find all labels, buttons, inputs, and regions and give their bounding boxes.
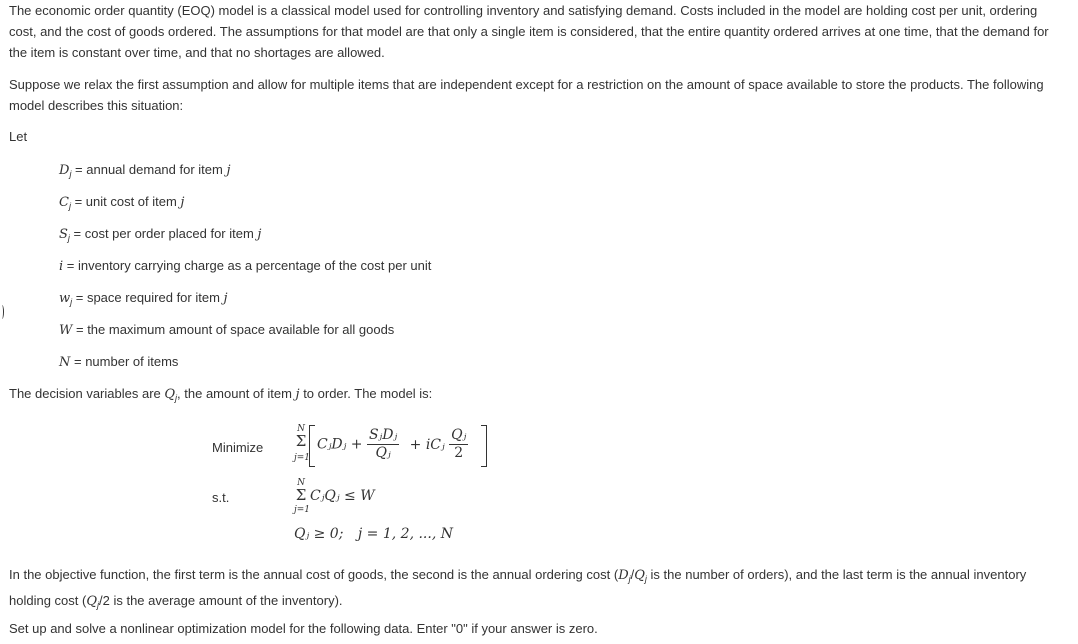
definition-subscript: j [68, 201, 71, 211]
fraction-numerator: Qⱼ [451, 427, 467, 443]
decision-variables-sentence [9, 383, 1059, 409]
q-symbol: Q [86, 594, 97, 609]
fraction-denominator: 2 [454, 445, 464, 461]
d-symbol: D [618, 568, 629, 583]
j-subscript: j [175, 393, 178, 403]
sum-lower-limit: j=1 [293, 453, 311, 463]
j-subscript: j [628, 574, 631, 584]
definition-item [59, 225, 261, 247]
nonnegativity-expression: Qⱼ ≥ 0; [294, 526, 344, 542]
holding-cost-fraction [449, 427, 468, 462]
right-bracket-icon [481, 425, 487, 467]
definition-text: = cost per order placed for item [69, 226, 258, 241]
intro-paragraph: The economic order quantity (EOQ) model is a classical model used for controlling inventory and satisfying demand. Costs included in the model are holding cost per unit, ordering cost, and the cost of goods ordered. The assumptions for that model are that only a single item is considered, that the entire quantity ordered arrives at one time, that the demand for the item is constant over time, and that no shortages are allowed. [9, 3, 1049, 60]
definition-symbol: D [59, 163, 70, 178]
slash: / [630, 567, 635, 582]
sum-upper-limit: N [297, 478, 305, 488]
definition-item [59, 161, 230, 183]
ordering-cost-fraction [367, 427, 399, 462]
definition-variable: j [226, 163, 231, 178]
definition-item [59, 257, 431, 276]
objective-term-holding: + iCⱼ [409, 436, 445, 453]
explain-part-3: /2 is the average amount of the inventory). [99, 593, 343, 608]
definition-item [59, 193, 184, 215]
explain-part-1: In the objective function, the first term is the annual cost of goods, the second is the annual ordering cost ( [9, 567, 619, 582]
decision-suffix: to order. The model is: [299, 386, 433, 401]
let-label: Let [9, 129, 28, 144]
subject-to-label: s.t. [212, 490, 230, 505]
left-edge-mark [0, 305, 4, 319]
decision-prefix: The decision variables are [9, 386, 165, 401]
definition-subscript: j [70, 297, 73, 307]
definition-text: = unit cost of item [70, 194, 181, 209]
definition-item [59, 321, 394, 340]
nonnegativity-constraint [294, 524, 453, 544]
definition-variable: j [223, 291, 228, 306]
decision-mid: , the amount of item [177, 386, 296, 401]
definition-text: = number of items [70, 354, 179, 369]
definition-text: = the maximum amount of space available for all goods [72, 322, 395, 337]
q-symbol: Q [164, 387, 176, 402]
definition-variable: j [257, 227, 262, 242]
j-variable: j [295, 387, 300, 402]
index-range: j = 1, 2, ..., N [357, 526, 453, 542]
minimize-label: Minimize [212, 440, 264, 455]
definition-text: = space required for item [72, 290, 224, 305]
relax-assumption-paragraph: Suppose we relax the first assumption and allow for multiple items that are independent except for a restriction on the amount of space available to store the products. The following model describes this situation: [9, 77, 1044, 113]
definition-item [59, 289, 228, 311]
j-subscript: j [644, 574, 647, 584]
definition-symbol: N [59, 355, 71, 370]
q-symbol: Q [634, 568, 645, 583]
definition-symbol: C [59, 195, 69, 210]
definition-symbol: w [59, 291, 71, 306]
sum-lower-limit: j=1 [293, 505, 311, 515]
fraction-denominator: Qⱼ [375, 445, 391, 461]
definition-variable: j [180, 195, 185, 210]
objective-term-goods: CⱼDⱼ + [317, 436, 363, 453]
definition-text: = inventory carrying charge as a percentage of the cost per unit [63, 258, 432, 273]
definition-symbol: S [59, 227, 68, 242]
definition-subscript: j [67, 233, 70, 243]
left-bracket-icon [309, 425, 315, 467]
summation-icon: Σ [295, 486, 307, 504]
definition-subscript: j [69, 169, 72, 179]
fraction-numerator: SⱼDⱼ [368, 427, 398, 443]
objective-expression [317, 427, 468, 462]
constraint-expression: CⱼQⱼ ≤ W [310, 488, 375, 504]
instruction-paragraph: Set up and solve a nonlinear optimization model for the following data. Enter "0" if your answer is zero. [9, 621, 598, 636]
definition-item [59, 353, 178, 372]
j-subscript: j [97, 600, 99, 610]
definition-symbol: i [59, 259, 64, 274]
explain-part-2: is the number of orders), and the last term is the annual inventory holding cost ( [9, 567, 1027, 608]
definition-symbol: W [59, 323, 73, 338]
sum-upper-limit: N [297, 424, 305, 434]
summation-icon: Σ [295, 432, 307, 450]
objective-explanation-paragraph [9, 564, 1059, 616]
definition-text: = annual demand for item [71, 162, 227, 177]
